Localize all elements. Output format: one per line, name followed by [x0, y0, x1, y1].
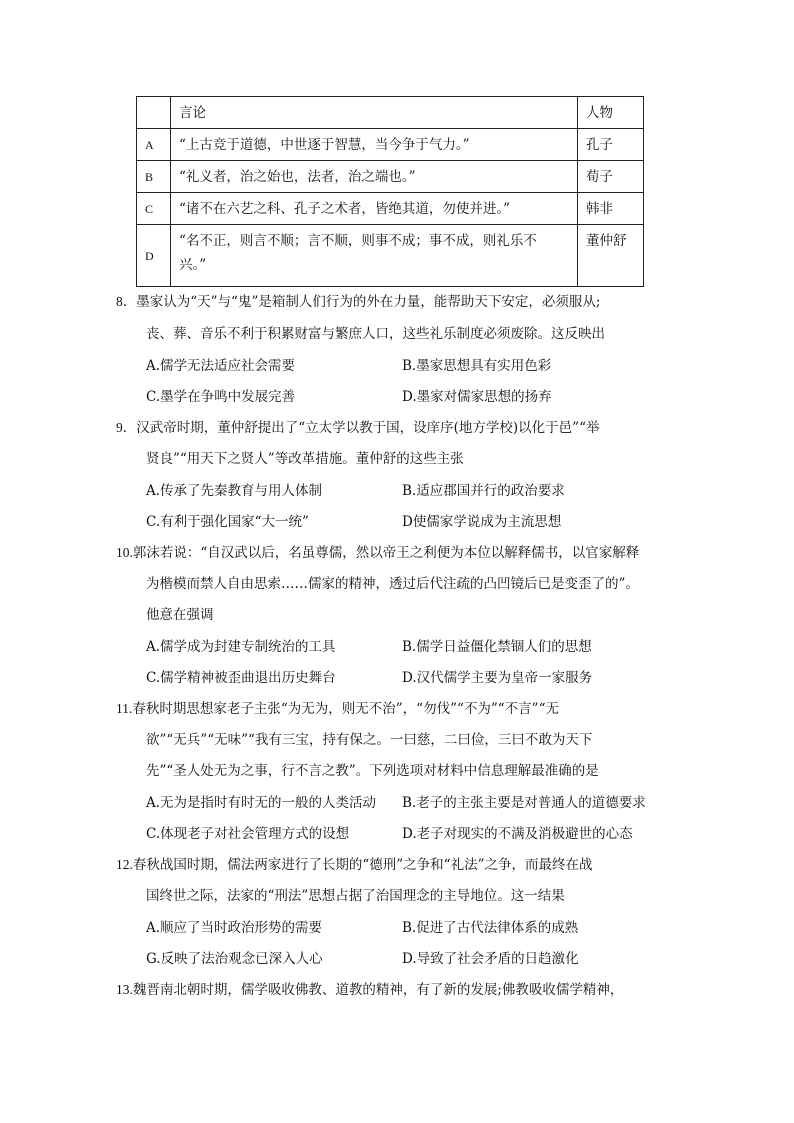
question-8-option-b[interactable]: B.墨家思想具有实用色彩	[402, 358, 552, 374]
table-row	[137, 225, 644, 287]
question-9-stem-line-2: 贤良”“用天下之贤人”等改革措施。董仲舒的这些主张	[146, 451, 464, 467]
question-9-option-a[interactable]: A.传承了先秦教育与用人体制	[146, 483, 323, 499]
row-person: 荀子	[578, 161, 644, 193]
question-12-stem-line-2: 国终世之际，法家的“刑法”思想占据了治国理念的主导地位。这一结果	[146, 888, 565, 904]
question-10-stem-line-1: 10.郭沫若说：“自汉武以后，名虽尊儒，然以帝王之利便为本位以解释儒书，以官家解释	[116, 545, 640, 561]
question-number: 10.	[116, 545, 133, 560]
question-10-option-c[interactable]: C.儒学精神被歪曲退出历史舞台	[146, 670, 336, 686]
question-10-stem-line-3: 他意在强调	[146, 607, 214, 623]
question-10-stem-line-2: 为楷模而禁人自由思索……儒家的精神，透过后代注疏的凸凹镜后已是变歪了的”。	[146, 576, 639, 592]
question-8-option-d[interactable]: D.墨家对儒家思想的扬弃	[402, 389, 552, 405]
question-number: 9．	[116, 420, 137, 435]
question-12-option-a[interactable]: A.顺应了当时政治形势的需要	[146, 920, 323, 936]
row-quote-line: “名不正，则言不顺；言不顺，则事不成；事不成，则礼乐不	[179, 233, 537, 249]
question-8-stem-line-1: 8．墨家认为“天”与“鬼”是箱制人们行为的外在力量，能帮助天下安定，必须服从;	[116, 294, 601, 310]
row-label: D	[137, 225, 171, 287]
question-9-option-c[interactable]: C.有利于强化国家“大一统”	[146, 514, 309, 530]
row-label: A	[137, 129, 171, 161]
question-9-option-b[interactable]: B.适应郡国并行的政治要求	[402, 483, 565, 499]
question-11-option-d[interactable]: D.老子对现实的不满及消极避世的心态	[402, 826, 633, 842]
row-person: 董仲舒	[578, 225, 644, 287]
question-10-option-a[interactable]: A.儒学成为封建专制统治的工具	[146, 639, 336, 655]
row-label: C	[137, 193, 171, 225]
table-header-row	[137, 97, 644, 129]
row-quote	[171, 225, 578, 287]
row-label: B	[137, 161, 171, 193]
header-label-cell	[137, 97, 171, 129]
question-number: 13.	[116, 982, 133, 997]
question-10-option-d[interactable]: D.汉代儒学主要为皇帝一家服务	[402, 670, 593, 686]
question-11-option-b[interactable]: B.老子的主张主要是对普通人的道德要求	[402, 795, 646, 811]
question-11-stem-line-3: 先”“圣人处无为之事，行不言之教”。下列选项对材料中信息理解最准确的是	[146, 763, 599, 779]
question-12-stem-line-1: 12.春秋战国时期，儒法两家进行了长期的“德刑”之争和“礼法”之争，而最终在战	[116, 857, 593, 873]
question-10-option-b[interactable]: B.儒学日益僵化禁锢人们的思想	[402, 639, 592, 655]
question-8-option-a[interactable]: A.儒学无法适应社会需要	[146, 358, 296, 374]
question-11-option-c[interactable]: C.体现老子对社会管理方式的设想	[146, 826, 350, 842]
question-11-stem-line-1: 11.春秋时期思想家老子主张“为无为，则无不治”，“勿伐”“不为”“不言”“无	[116, 701, 559, 717]
question-9-stem-line-1: 9．汉武帝时期，董仲舒提出了“立太学以教于国，设庠序(地方学校)以化于邑”“举	[116, 420, 600, 436]
question-8-stem-line-2: 丧、葬、音乐不利于积累财富与繁庶人口，这些礼乐制度必须废除。这反映出	[146, 326, 605, 342]
row-quote-line: 兴。”	[179, 257, 207, 273]
question-12-option-b[interactable]: B.促进了古代法律体系的成熟	[402, 920, 579, 936]
question-number: 12.	[116, 857, 133, 872]
table-row	[137, 129, 644, 161]
row-quote: “诸不在六艺之科、孔子之术者，皆绝其道，勿使并进。”	[171, 193, 578, 225]
row-person: 韩非	[578, 193, 644, 225]
row-quote: “上古竞于道德，中世逐于智慧，当今争于气力。”	[171, 129, 578, 161]
header-quote-cell: 言论	[171, 97, 578, 129]
question-12-option-d[interactable]: D.导致了社会矛盾的日趋激化	[402, 951, 579, 967]
row-person: 孔子	[578, 129, 644, 161]
quotes-table	[136, 96, 644, 287]
question-number: 11.	[116, 701, 133, 716]
question-11-option-a[interactable]: A.无为是指时有时无的一般的人类活动	[146, 795, 377, 811]
row-quote: “礼义者，治之始也，法者，治之端也。”	[171, 161, 578, 193]
header-person-cell: 人物	[578, 97, 644, 129]
question-9-option-d[interactable]: D使儒家学说成为主流思想	[402, 514, 562, 530]
question-11-stem-line-2: 欲”“无兵”“无味”“我有三宝，持有保之。一曰慈，二曰俭，三曰不敢为天下	[146, 732, 593, 748]
table-row	[137, 193, 644, 225]
table-row	[137, 161, 644, 193]
question-8-option-c[interactable]: C.墨学在争鸣中发展完善	[146, 389, 296, 405]
question-12-option-c[interactable]: G.反映了法治观念已深入人心	[146, 951, 323, 967]
question-13-stem-line-1: 13.魏晋南北朝时期，儒学吸收佛教、道教的精神，有了新的发展;佛教吸收儒学精神，	[116, 982, 624, 998]
question-number: 8．	[116, 294, 137, 309]
